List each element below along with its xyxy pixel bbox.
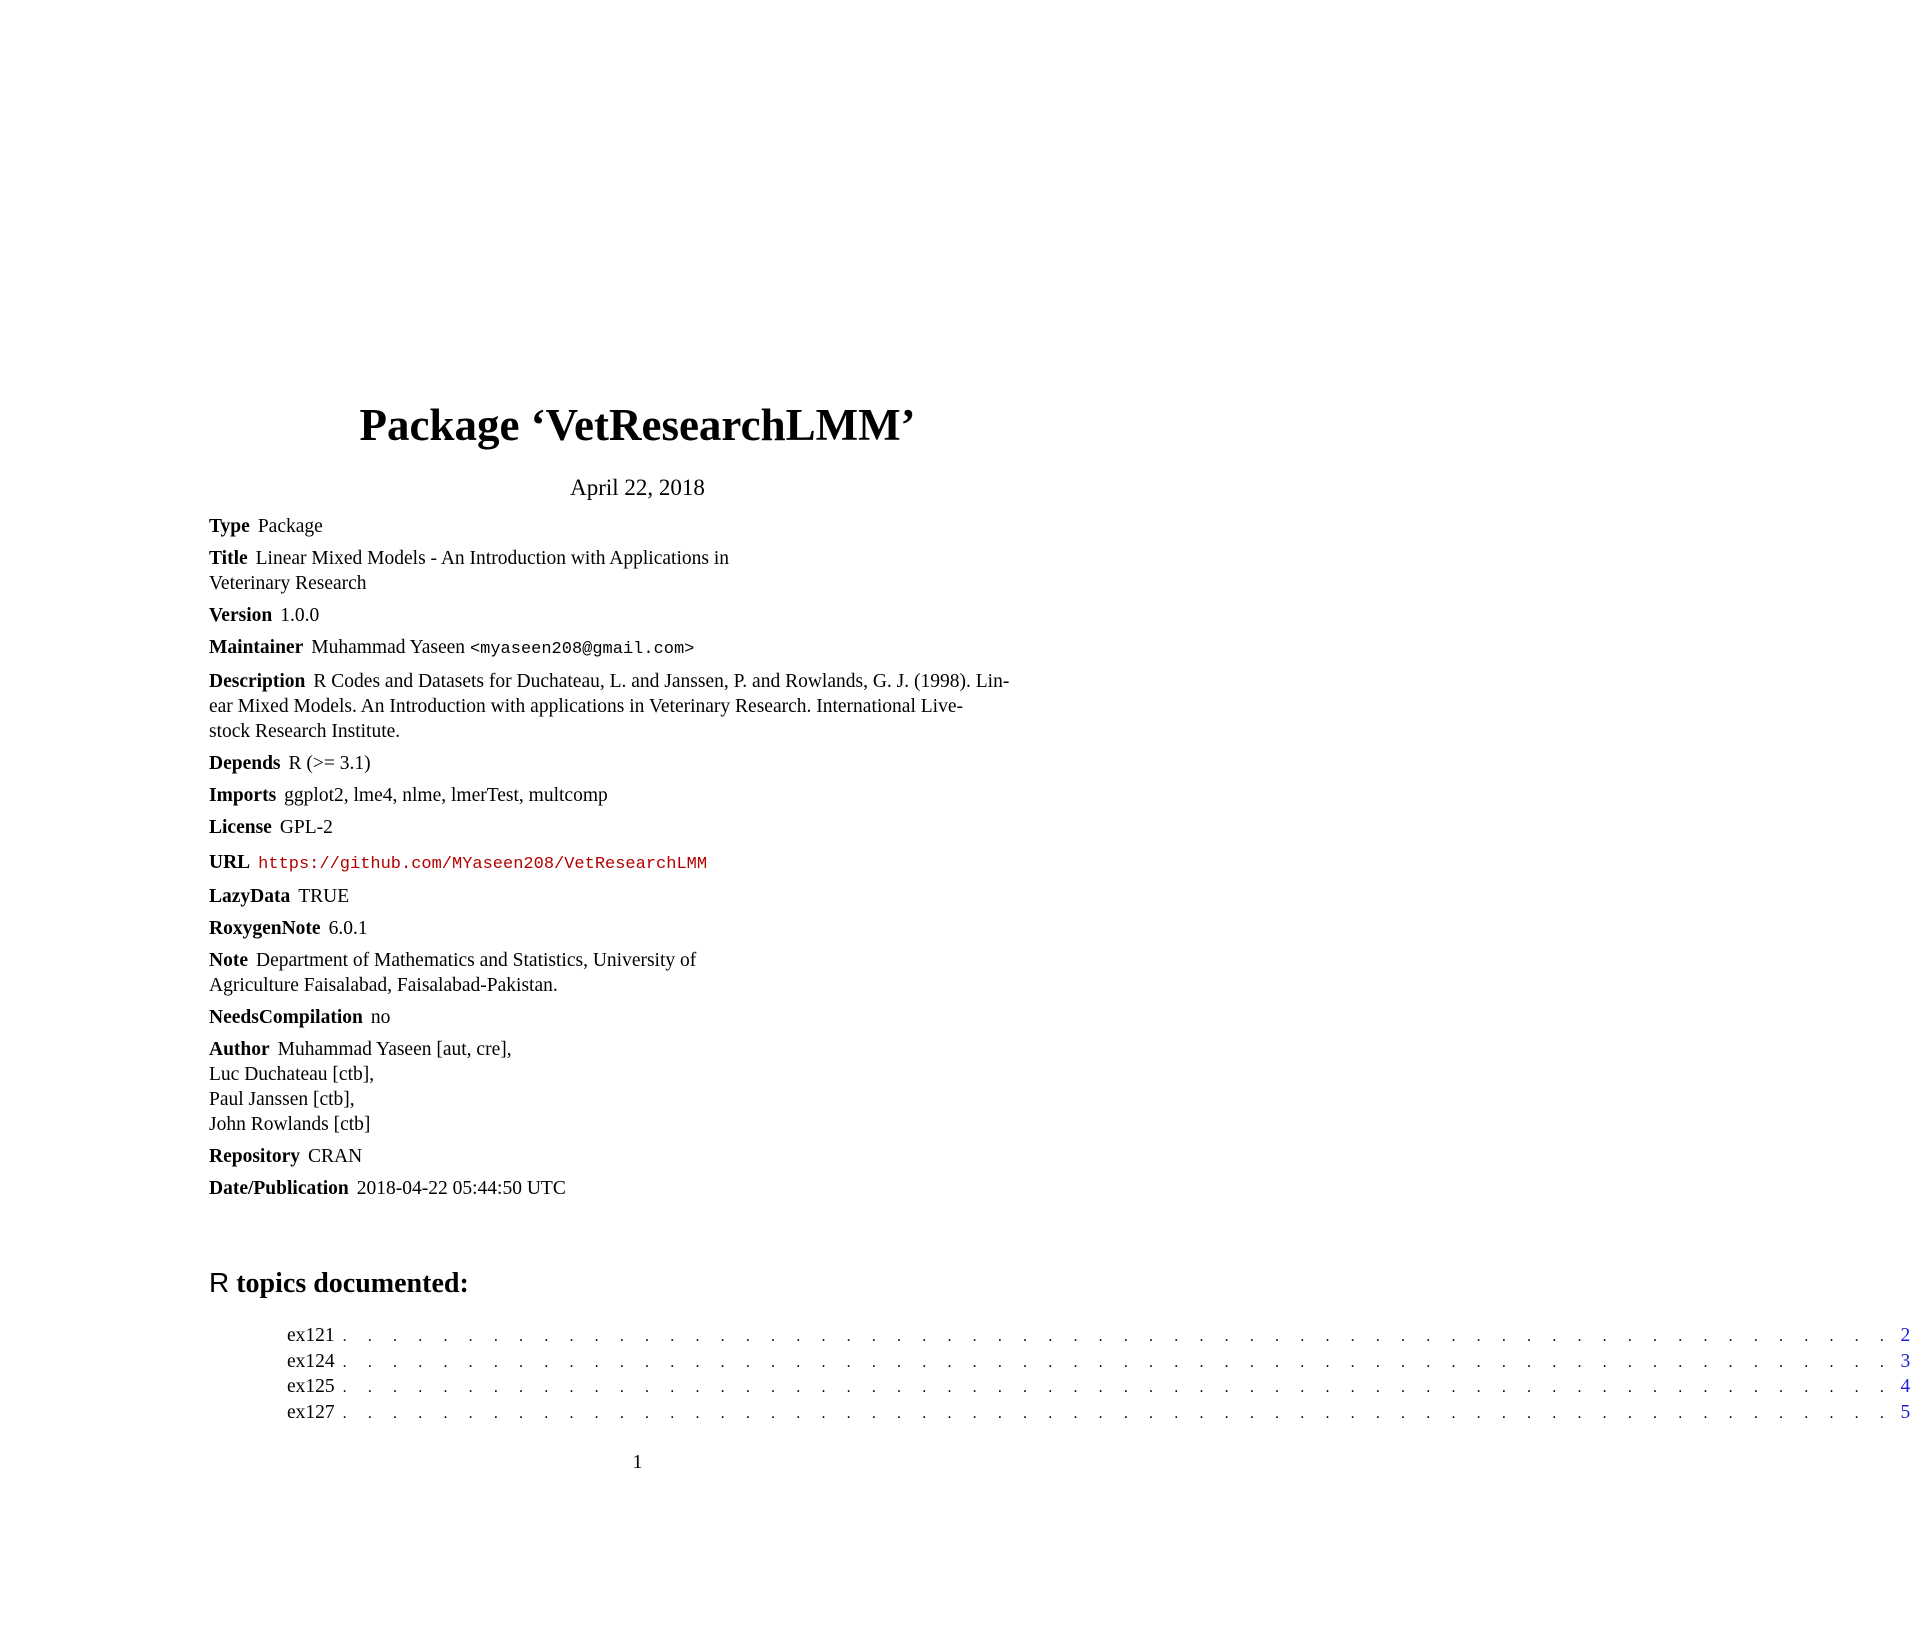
field-note	[209, 948, 1069, 998]
field-name: Imports	[209, 785, 277, 806]
field-license	[209, 815, 1069, 840]
field-value-line: John Rowlands [ctb]	[209, 1114, 371, 1135]
maintainer-name: Muhammad Yaseen	[311, 637, 466, 658]
r-logo-letter: R	[209, 1267, 230, 1298]
field-name: Author	[209, 1039, 270, 1060]
field-value: R (>= 3.1)	[288, 753, 371, 774]
field-value-line: Department of Mathematics and Statistics, University of	[255, 950, 697, 971]
field-name: Depends	[209, 753, 281, 774]
field-name: Description	[209, 671, 306, 692]
field-title	[209, 546, 1069, 596]
field-value-line: ear Mixed Models. An Introduction with applications in Veterinary Research. International Live-	[209, 696, 963, 717]
field-author	[209, 1037, 1069, 1137]
toc-page-link[interactable]: 2	[1900, 1325, 1910, 1346]
field-value-line: R Codes and Datasets for Duchateau, L. and Janssen, P. and Rowlands, G. J. (1998). Lin-	[313, 671, 1010, 692]
field-name: Title	[209, 548, 248, 569]
field-name: URL	[209, 852, 251, 873]
field-value-line: Veterinary Research	[209, 573, 367, 594]
field-name: Type	[209, 516, 250, 537]
field-value-line: Luc Duchateau [ctb],	[209, 1064, 375, 1085]
field-value-line: Agriculture Faisalabad, Faisalabad-Pakistan.	[209, 975, 558, 996]
field-value: no	[370, 1007, 391, 1028]
toc-entry[interactable]	[287, 1323, 1910, 1349]
page-title: Package ‘VetResearchLMM’	[359, 400, 916, 450]
field-value: TRUE	[298, 886, 350, 907]
toc-entry[interactable]	[287, 1400, 1910, 1426]
field-value: Package	[257, 516, 323, 537]
field-date-publication	[209, 1176, 1069, 1201]
field-name: RoxygenNote	[209, 918, 321, 939]
toc-page-link[interactable]: 3	[1900, 1350, 1910, 1372]
field-lazydata	[209, 884, 1069, 909]
toc-heading-text: topics documented:	[229, 1268, 469, 1299]
field-version	[209, 603, 1069, 628]
field-imports	[209, 783, 1069, 808]
toc-leader-dots: . . . . . . . . . . . . . . . . . . . . . . . . . . . . . . . . . . . . . . . . . . . . . . . . . . . . . . . . . . . . . .	[342, 1353, 1893, 1371]
toc-page-link[interactable]: 5	[1900, 1401, 1910, 1423]
toc-entry-name[interactable]: ex125	[287, 1376, 335, 1397]
field-value: 1.0.0	[280, 605, 320, 626]
toc-entry-name[interactable]: ex127	[287, 1401, 335, 1423]
field-value-line: stock Research Institute.	[209, 721, 401, 742]
field-depends	[209, 751, 1069, 776]
field-value: ggplot2, lme4, nlme, lmerTest, multcomp	[284, 785, 608, 806]
field-name: Date/Publication	[209, 1178, 349, 1199]
field-value-line: Linear Mixed Models - An Introduction with Applications in	[255, 548, 729, 569]
field-name: Note	[209, 950, 248, 971]
field-description	[209, 669, 1069, 744]
table-of-contents	[287, 1323, 1910, 1425]
field-url	[209, 850, 1069, 877]
field-value: 2018-04-22 05:44:50 UTC	[356, 1178, 566, 1199]
package-url-link[interactable]: https://github.com/MYaseen208/VetResearchLMM	[258, 855, 708, 874]
toc-leader-dots: . . . . . . . . . . . . . . . . . . . . . . . . . . . . . . . . . . . . . . . . . . . . . . . . . . . . . . . . . . . . . .	[342, 1379, 1893, 1396]
field-repository	[209, 1144, 1069, 1169]
toc-entry[interactable]	[287, 1349, 1910, 1375]
field-value-line: Muhammad Yaseen [aut, cre],	[277, 1039, 512, 1060]
field-type	[209, 514, 1069, 539]
toc-leader-dots: . . . . . . . . . . . . . . . . . . . . . . . . . . . . . . . . . . . . . . . . . . . . . . . . . . . . . . . . . . . . . .	[342, 1328, 1893, 1345]
field-maintainer	[209, 635, 1069, 662]
toc-page-link[interactable]: 4	[1900, 1376, 1910, 1397]
toc-leader-dots: . . . . . . . . . . . . . . . . . . . . . . . . . . . . . . . . . . . . . . . . . . . . . . . . . . . . . . . . . . . . . .	[342, 1404, 1893, 1422]
field-name: LazyData	[209, 886, 291, 907]
field-name: Version	[209, 605, 273, 626]
field-value: CRAN	[308, 1146, 363, 1167]
page-number: 1	[632, 1451, 643, 1473]
toc-entry-name[interactable]: ex124	[287, 1350, 335, 1372]
toc-entry-name[interactable]: ex121	[287, 1325, 335, 1346]
field-value-line: Paul Janssen [ctb],	[209, 1089, 355, 1110]
toc-heading	[209, 1266, 469, 1301]
field-name: NeedsCompilation	[209, 1007, 363, 1028]
field-name: Maintainer	[209, 637, 304, 658]
field-roxygennote	[209, 916, 1069, 941]
description-fields	[209, 514, 1069, 1208]
publication-date: April 22, 2018	[570, 475, 705, 500]
field-value: 6.0.1	[328, 918, 368, 939]
field-name: License	[209, 817, 272, 838]
field-value: GPL-2	[279, 817, 333, 838]
maintainer-email[interactable]: <myaseen208@gmail.com>	[469, 640, 695, 659]
field-needscompilation	[209, 1005, 1069, 1030]
field-name: Repository	[209, 1146, 300, 1167]
toc-entry[interactable]	[287, 1374, 1910, 1400]
